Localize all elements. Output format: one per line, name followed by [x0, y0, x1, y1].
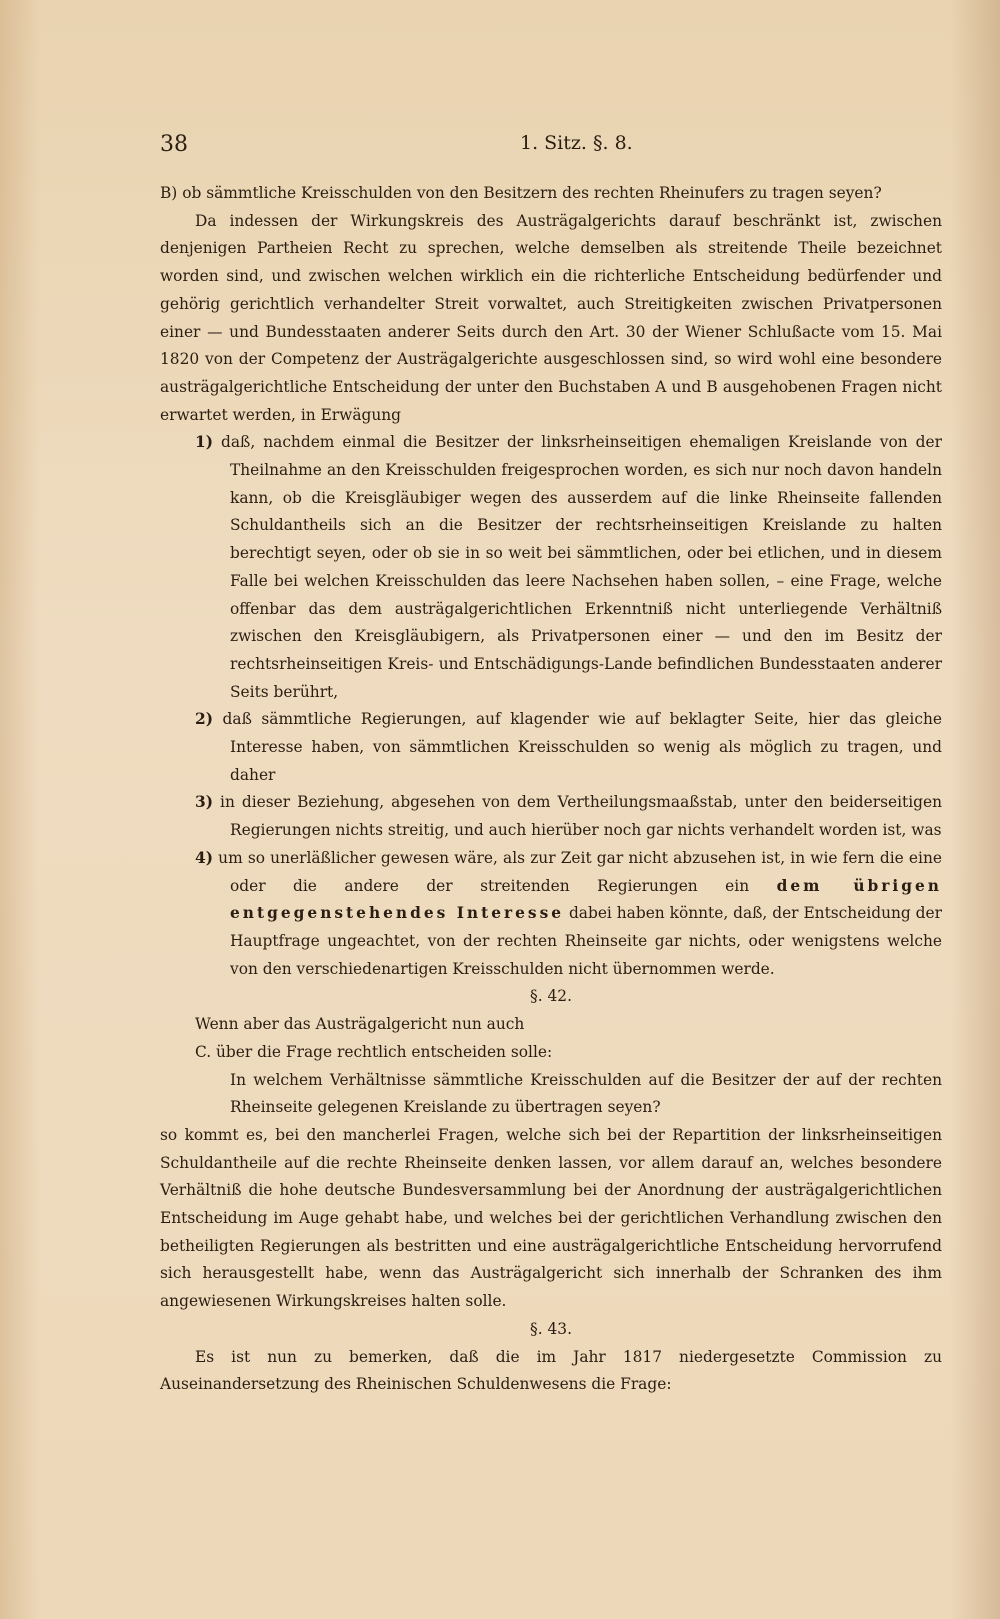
question-c: C. über die Frage rechtlich entscheiden solle: — [195, 1042, 553, 1061]
item-text: daß sämmtliche Regierungen, auf klagender wie auf beklagter Seite, hier das gleiche Interesse haben, von sämmtlichen Kreisschulden so wenig als möglich zu tragen, und daher — [222, 710, 942, 784]
section-heading: §. 43. — [530, 1319, 572, 1338]
paragraph: Wenn aber das Austrägalgericht nun auch — [195, 1015, 525, 1034]
list-item — [160, 789, 942, 844]
item-number: 4) — [195, 848, 213, 867]
page-body — [160, 180, 942, 1399]
page-number: 38 — [160, 132, 188, 157]
section-heading: §. 42. — [530, 987, 572, 1006]
question-b: B) ob sämmtliche Kreisschulden von den Besitzern des rechten Rheinufers zu tragen seyen? — [160, 184, 882, 202]
item-number: 1) — [195, 433, 213, 452]
list-item — [160, 845, 942, 984]
item-number: 3) — [195, 793, 213, 812]
list-item — [160, 706, 942, 789]
running-head: 1. Sitz. §. 8. — [520, 132, 633, 154]
paragraph: Da indessen der Wirkungskreis des Austrägalgerichts darauf beschränkt ist, zwischen denjenigen Partheien Recht zu sprechen, welche demselben als streitende Theile bezeichnet worden sind, und zwischen welchen wirklich ein die richterliche Entscheidung bedürfender und gehörig gerichtlich verhandelter Streit vorwaltet, auch Streitigkeiten zwischen Privatpersonen einer — und Bundesstaaten anderer Seits durch den Art. 30 der Wiener Schlußacte vom 15. Mai 1820 von der Competenz der Austrägalgerichte ausgeschlossen sind, so wird wohl eine besondere austrägalgerichtliche Entscheidung der unter den Buchstaben A und B ausgehobenen Fragen nicht erwartet werden, in Erwägung — [160, 211, 942, 424]
item-text: dabei haben könnte, daß, der Entscheidung der Hauptfrage ungeachtet, von der rechten Rheinseite gar nichts, oder wenigstens welche von den verschiedenartigen Kreisschulden nicht übernommen werde. — [230, 904, 942, 978]
item-text: in dieser Beziehung, abgesehen von dem Vertheilungsmaaßstab, unter den beiderseitigen Regierungen nichts streitig, und auch hierüber noch gar nichts verhandelt worden ist, was — [220, 793, 942, 840]
spaced-emphasis: dem übrigen entgegenstehendes Interesse — [230, 876, 942, 923]
paragraph: Es ist nun zu bemerken, daß die im Jahr 1817 niedergesetzte Commission zu Auseinandersetzung des Rheinischen Schuldenwesens die Frage: — [160, 1347, 942, 1394]
page-header — [160, 132, 1000, 162]
item-number: 2) — [195, 710, 213, 729]
question-quote: In welchem Verhältnisse sämmtliche Kreisschulden auf die Besitzer der auf der rechten Rheinseite gelegenen Kreislande zu übertragen seyen? — [230, 1070, 942, 1117]
list-item — [160, 429, 942, 706]
item-text: daß, nachdem einmal die Besitzer der linksrheinseitigen ehemaligen Kreislande von der Theilnahme an den Kreisschulden freigesprochen worden, es sich nur noch davon handeln kann, ob die Kreisgläubiger wegen des ausserdem auf die linke Rheinseite fallenden Schuldantheils sich an die Besitzer der rechtsrheinseitigen Kreislande zu halten berechtigt seyen, oder ob sie in so weit bei sämmtlichen, oder bei etlichen, und in diesem Falle bei welchen Kreisschulden das leere Nachsehen haben sollen, – eine Frage, welche offenbar das dem austrägalgerichtlichen Erkenntniß nicht unterliegende Verhältniß zwischen den Kreisgläubigern, als Privatpersonen einer — und den im Besitz der rechtsrheinseitigen Kreis- und Entschädigungs-Lande befindlichen Bundesstaaten anderer Seits berührt, — [221, 433, 942, 701]
paragraph: so kommt es, bei den mancherlei Fragen, welche sich bei der Repartition der linksrheinseitigen Schuldantheile auf die rechte Rheinseite denken lassen, vor allem darauf an, welches besondere Verhältniß die hohe deutsche Bundesversammlung bei der Anordnung der austrägalgerichtlichen Entscheidung im Auge gehabt habe, und welches bei der gerichtlichen Verhandlung zwischen den betheiligten Regierungen als bestritten und eine austrägalgerichtliche Entscheidung hervorrufend sich herausgestellt habe, wenn das Austrägalgericht sich innerhalb der Schranken des ihm angewiesenen Wirkungskreises halten solle. — [160, 1125, 942, 1311]
item-text: um so unerläßlicher gewesen wäre, als zur Zeit gar nicht abzusehen ist, in wie fern die eine oder die andere der streitenden Regierungen ein — [218, 848, 942, 895]
